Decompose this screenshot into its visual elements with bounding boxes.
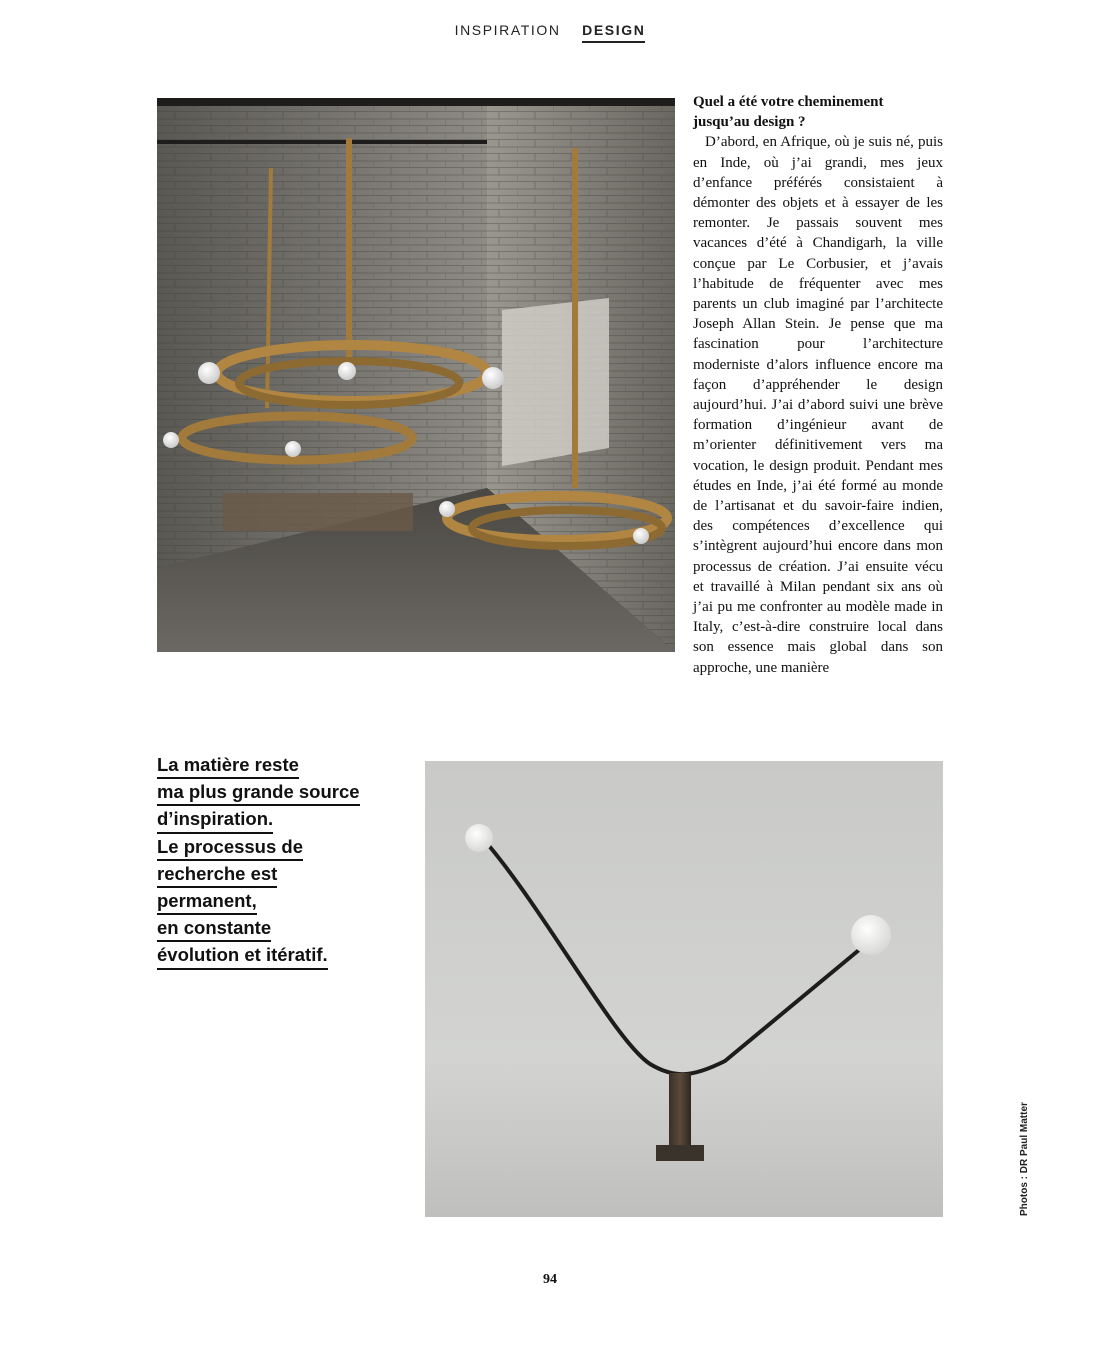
floor-lamp-illustration xyxy=(425,761,943,1217)
pull-quote-line: en constante xyxy=(157,915,271,942)
pull-quote-line: d’inspiration. xyxy=(157,806,273,833)
pull-quote-line: ma plus grande source xyxy=(157,779,360,806)
pull-quote-line: La matière reste xyxy=(157,752,299,779)
pull-quote-line: évolution et itératif. xyxy=(157,942,328,969)
photo-chandeliers xyxy=(157,98,675,652)
interview-answer: D’abord, en Afrique, où je suis né, puis en Inde, où j’ai grandi, mes jeux d’enfance préférés consistaient à démonter des objets et à essayer de les remonter. Je passais souvent mes vacances d’été à Chandigarh, la ville conçue par Le Corbusier, et j’avais l’habitude de fréquenter avec mes parents un club imaginé par l’architecte Joseph Allan Stein. Je pense que ma fascination pour l’architecture moderniste d’alors influence encore ma façon d’appréhender le design aujourd’hui. J’ai d’abord suivi une brève formation d’ingénieur avant de m’orienter définitivement vers ma vocation, le design produit. Pendant mes études en Inde, j’ai été formé au monde de l’artisanat et du savoir-faire indien, des compétences d’excellence qui s’intègrent aujourd’hui encore dans mon processus de création. J’ai ensuite vécu et travaillé à Milan pendant six ans où j’ai pu me confronter au modèle made in Italy, c’est-à-dire construire local dans son essence mais global dans son approche, une manière xyxy=(693,134,943,676)
pull-quote-line: Le processus de xyxy=(157,834,303,861)
pull-quote-line: permanent, xyxy=(157,888,257,915)
section-label: INSPIRATION xyxy=(454,22,561,38)
chandeliers-illustration xyxy=(157,98,675,652)
subsection-label: DESIGN xyxy=(582,22,645,43)
page-number: 94 xyxy=(543,1272,557,1287)
pull-quote-line: recherche est xyxy=(157,861,277,888)
photo-floor-lamp xyxy=(425,761,943,1217)
interview-question: Quel a été votre cheminement jusqu’au design ? xyxy=(693,94,884,131)
pull-quote xyxy=(157,752,397,970)
section-header xyxy=(0,22,1100,43)
article-column xyxy=(693,92,943,678)
photo-credit: Photos : DR Paul Matter xyxy=(1019,1102,1030,1216)
